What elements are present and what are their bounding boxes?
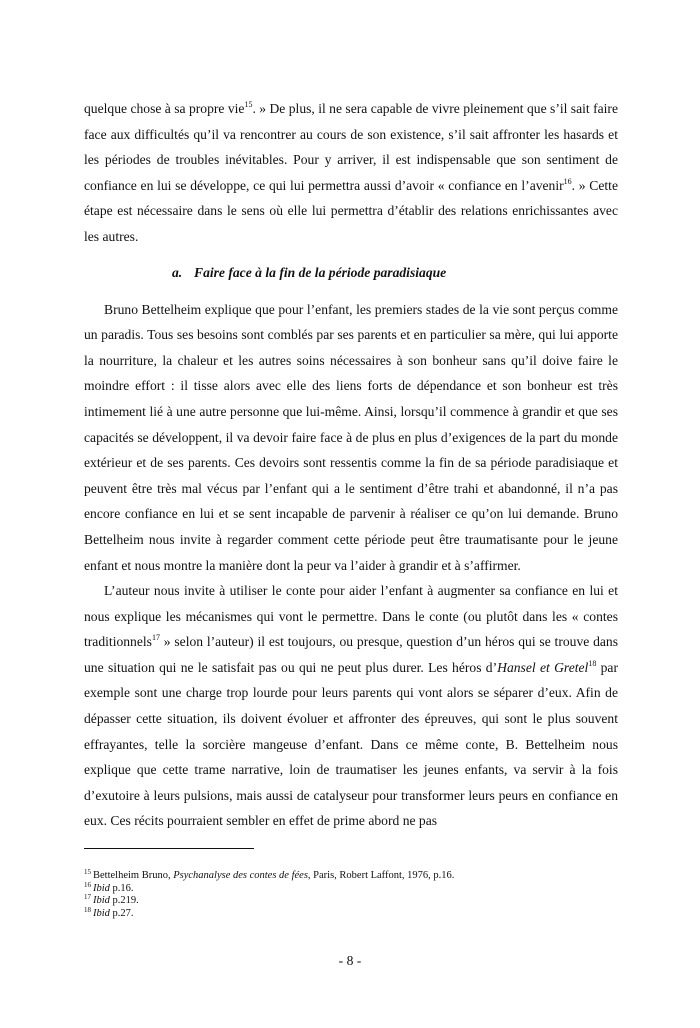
paragraph-1 <box>84 96 618 250</box>
footnote-number: 16 <box>84 880 91 889</box>
paragraph-text: . » De plus, il ne sera capable de vivre pleinement que s’il sait faire face aux difficultés qu’il va rencontrer au cours de son existence, s’il sait affronter les hasards et les périodes de troubles inévitables. Pour y arriver, il est indispensable que son sentiment de confiance en lui se développe, ce qui lui permettra aussi d’avoir « confiance en l’avenir <box>84 101 618 193</box>
footnotes <box>84 870 618 920</box>
footnote-item <box>84 895 618 908</box>
paragraph-text: quelque chose à sa propre vie <box>84 101 245 116</box>
paragraph-text: Bruno Bettelheim explique que pour l’enfant, les premiers stades de la vie sont perçus comme un paradis. Tous ses besoins sont comblés par ses parents et en particulier sa mère, qui lui apporte la nourriture, la chaleur et les autres soins nécessaires à son bonheur sans qu’il doive faire le moindre effort : il tisse alors avec elle des liens forts de dépendance et son bonheur est très intimement lié à une autre personne que lui-même. Ainsi, lorsqu’il commence à grandir et que ses capacités se développent, il va devoir faire face à de plus en plus d’exigences de la part du monde extérieur et de ses parents. Ces devoirs sont ressentis comme la fin de sa période paradisiaque et peuvent être très mal vécus par l’enfant qui a le sentiment d’être trahi et abandonné, il n’a pas encore confiance en lui et se sent incapable de parvenir à réaliser ce qu’on lui demande. Bruno Bettelheim nous invite à regarder comment cette période peut être traumatisante pour le jeune enfant et nous montre la manière dont la peur va l’aider à grandir et à s’affirmer. <box>84 301 618 573</box>
footnote-item <box>84 870 618 883</box>
footnote-item <box>84 880 618 896</box>
section-title: Faire face à la fin de la période paradisiaque <box>194 264 447 280</box>
paragraph-2 <box>84 297 618 579</box>
footnote-text: p.27. <box>109 907 134 919</box>
footnote-ref: 15 <box>244 100 253 109</box>
footnote-number: 18 <box>84 905 91 914</box>
footnote-title: Psychanalyse des contes de fées <box>173 870 308 881</box>
paragraph-text: L’auteur nous invite à utiliser le conte pour aider l’enfant à augmenter sa confiance en lui et nous explique les mécanismes qui vont le permettre. Dans le conte (ou plutôt dans les « contes traditionnels <box>84 583 618 650</box>
footnote-ref: 18 <box>588 658 597 668</box>
footnote-title: Ibid <box>93 895 110 907</box>
footnote-number: 17 <box>84 893 91 902</box>
book-title: Hansel et Gretel <box>497 659 589 675</box>
footnote-ref: 17 <box>151 633 160 643</box>
paragraph-text: . » Cette étape est nécessaire dans le sens où elle lui permettra d’établir des relations enrichissantes avec les autres. <box>84 177 618 244</box>
section-heading <box>84 263 618 283</box>
footnote-number: 15 <box>84 868 91 876</box>
footnote-title: Ibid <box>93 907 110 919</box>
footnote-ref: 16 <box>563 176 572 186</box>
footnote-separator <box>84 848 254 849</box>
footnote-text: Bettelheim Bruno, <box>93 870 174 881</box>
footnote-item <box>84 905 618 921</box>
footnote-text: p.219. <box>109 895 139 907</box>
footnote-text: , Paris, Robert Laffont, 1976, p.16. <box>307 870 455 881</box>
footnote-text: p.16. <box>109 882 134 894</box>
page-body <box>84 96 618 834</box>
paragraph-3 <box>84 578 618 834</box>
page-number: - 8 - <box>338 953 362 968</box>
footnote-title: Ibid <box>93 882 110 894</box>
paragraph-text: par exemple sont une charge trop lourde pour leurs parents qui vont alors se séparer d’eux. Afin de dépasser cette situation, ils doivent évoluer et affronter des épreuves, qui sont le plus souvent effrayantes, telle la sorcière mangeuse d’enfant. Dans ce même conte, B. Bettelheim nous explique que cette trame narrative, loin de traumatiser les jeunes enfants, va servir à la fois d’exutoire à leurs pulsions, mais aussi de catalyseur pour transformer leurs peurs en confiance en eux. Ces récits pourraient sembler en effet de prime abord ne pas <box>84 659 618 829</box>
section-number: a. <box>172 264 183 280</box>
paragraph-text: » selon l’auteur) il est toujours, ou presque, question d’un héros qui se trouve dans une situation qui ne le satisfait pas ou qui ne peut plus durer. Les héros d’ <box>84 634 618 675</box>
